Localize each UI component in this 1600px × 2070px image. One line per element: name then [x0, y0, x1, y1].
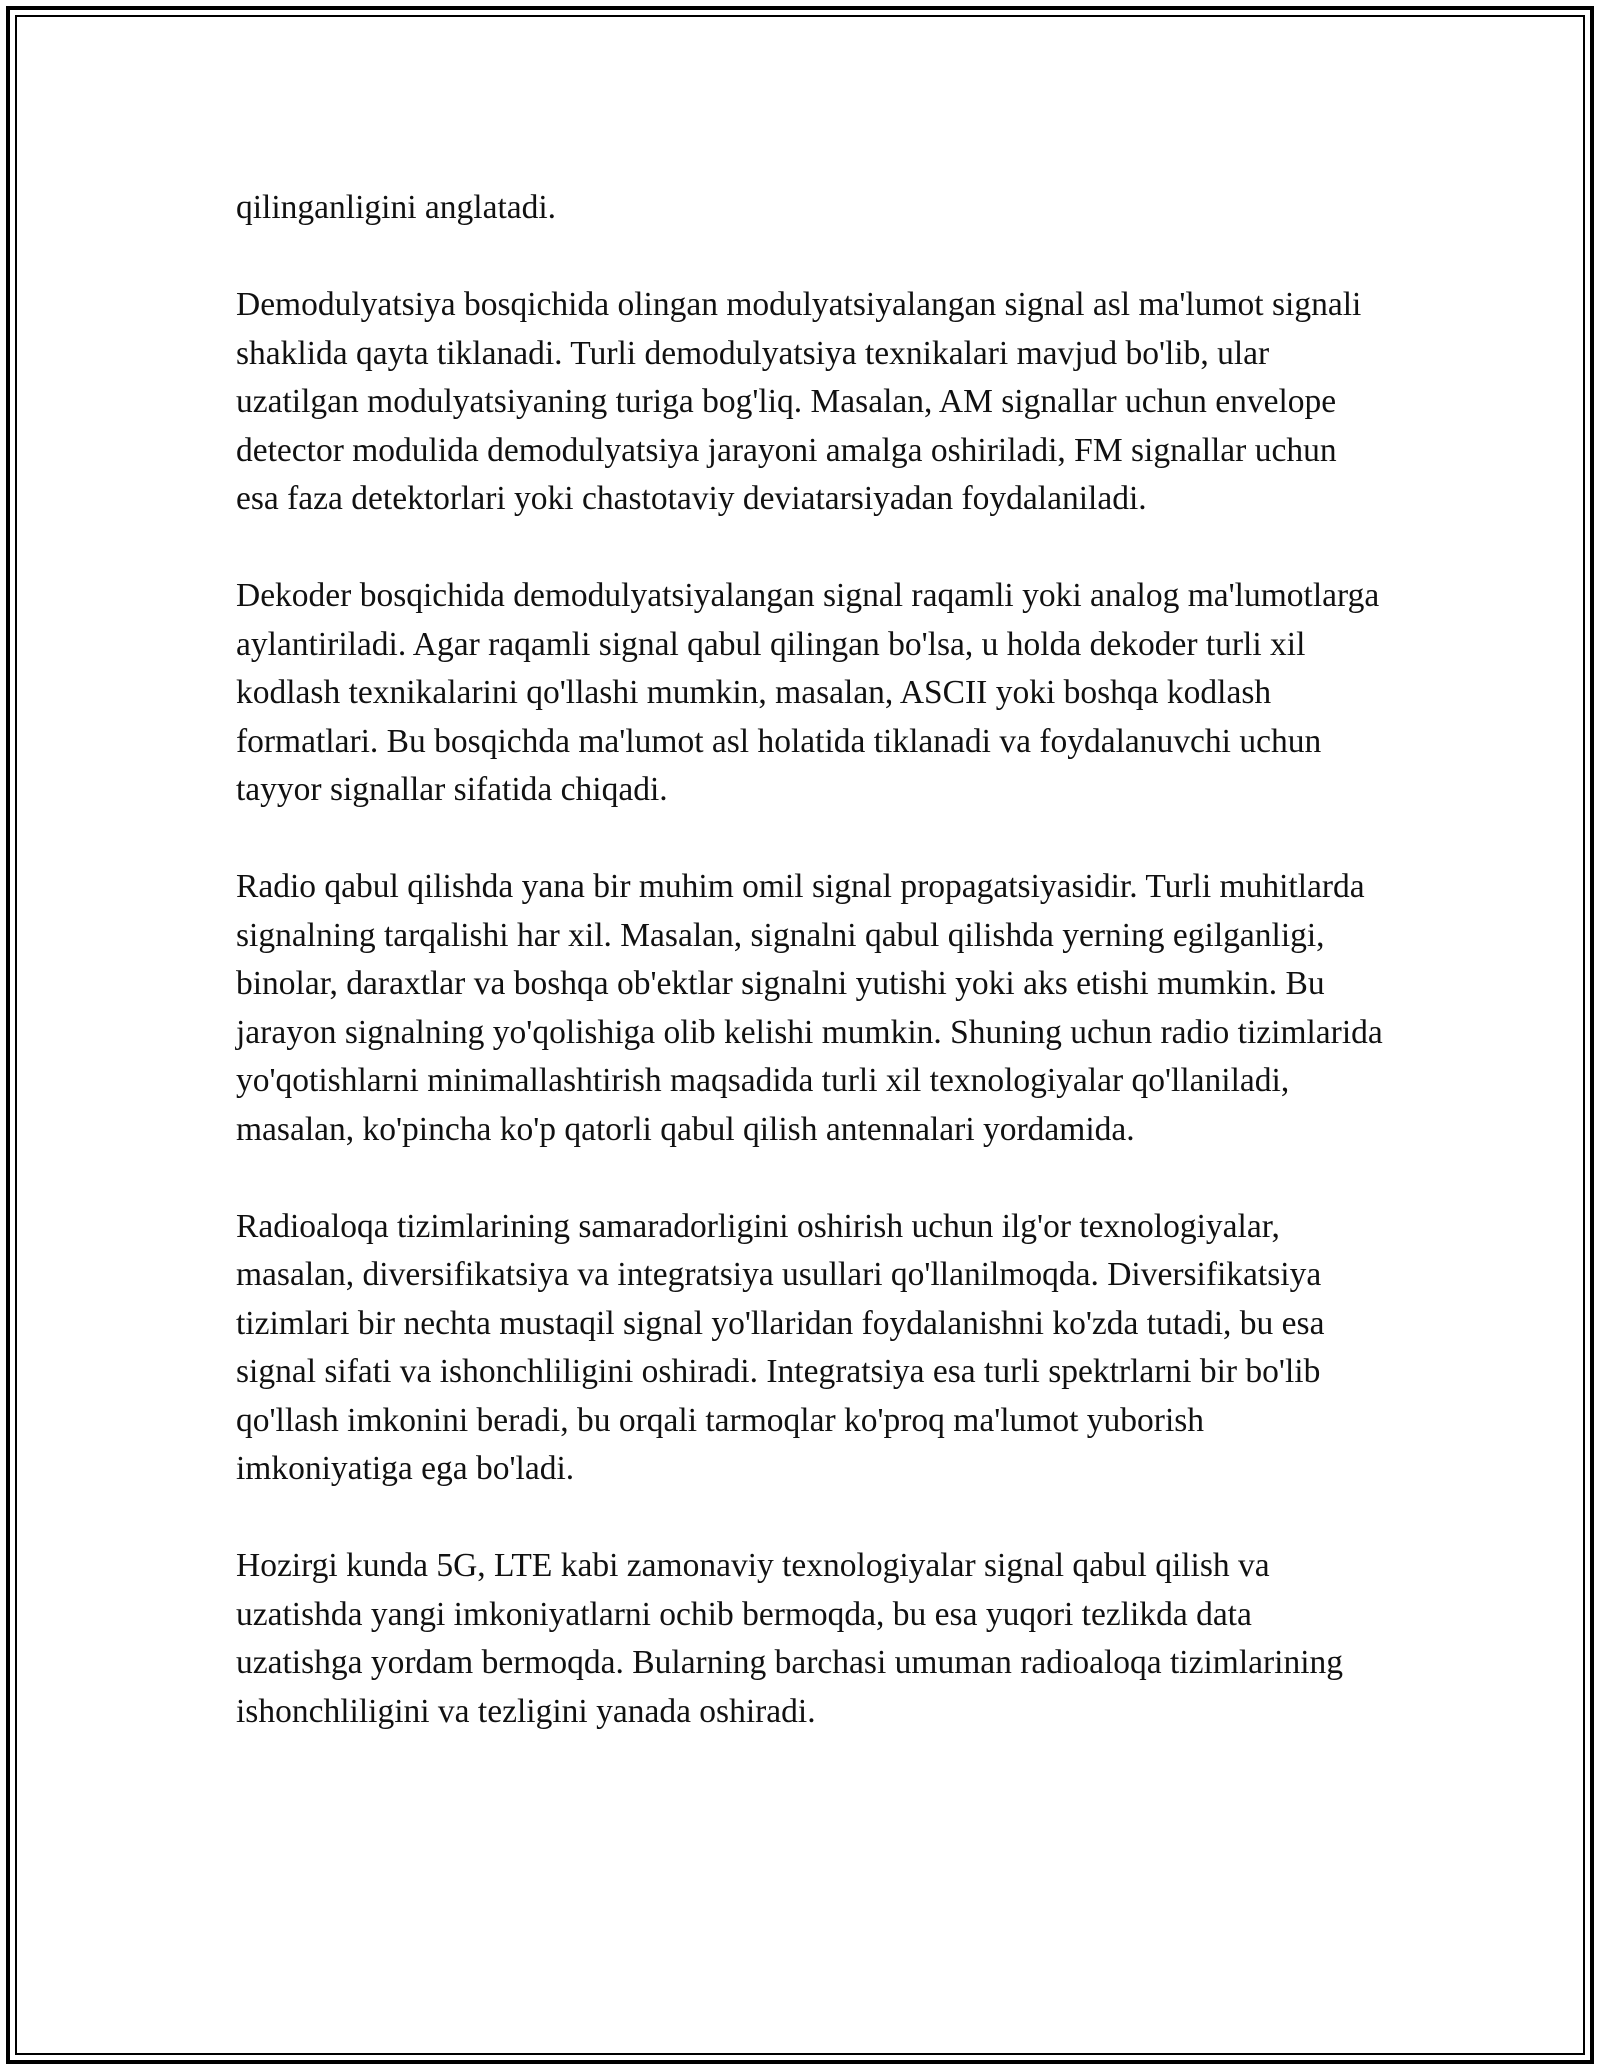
paragraph-demodulation: Demodulyatsiya bosqichida olingan modulyatsiyalangan signal asl ma'lumot signali shaklida qayta tiklanadi. Turli demodulyatsiya texnikalari mavjud bo'lib, ular uzatilgan modulyatsiyaning turiga bog'liq. Masalan, AM signallar uchun envelope detector modulida demodulyatsiya jarayoni amalga oshiriladi, FM signallar uchun esa faza detektorlari yoki chastotaviy deviatarsiyadan foydalaniladi.	[236, 286, 1362, 517]
paragraph-diversification: Radioaloqa tizimlarining samaradorligini oshirish uchun ilg'or texnologiyalar, masalan, diversifikatsiya va integratsiya usullari qo'llanilmoqda. Diversifikatsiya tizimlari bir nechta mustaqil signal yo'llaridan foydalanishni ko'zda tutadi, bu esa signal sifati va ishonchliligini oshiradi. Integratsiya esa turli spektrlarni bir bo'lib qo'llash imkonini beradi, bu orqali tarmoqlar ko'proq ma'lumot yuborish imkoniyatiga ega bo'ladi.	[236, 1207, 1325, 1487]
paragraph-propagation: Radio qabul qilishda yana bir muhim omil signal propagatsiyasidir. Turli muhitlarda signalning tarqalishi har xil. Masalan, signalni qabul qilishda yerning egilganligi, binolar, daraxtlar va boshqa ob'ektlar signalni yutishi yoki aks etishi mumkin. Bu jarayon signalning yo'qolishiga olib kelishi mumkin. Shuning uchun radio tizimlarida yo'qotishlarni minimallashtirish maqsadida turli xil texnologiyalar qo'llaniladi, masalan, ko'pincha ko'p qatorli qabul qilish antennalari yordamida.	[236, 868, 1383, 1148]
document-body	[236, 184, 1386, 1736]
paragraph-continuation: qilinganligini anglatadi.	[236, 189, 557, 226]
paragraph-decoder: Dekoder bosqichida demodulyatsiyalangan signal raqamli yoki analog ma'lumotlarga aylantiriladi. Agar raqamli signal qabul qilingan bo'lsa, u holda dekoder turli xil kodlash texnikalarini qo'llashi mumkin, masalan, ASCII yoki boshqa kodlash formatlari. Bu bosqichda ma'lumot asl holatida tiklanadi va foydalanuvchi uchun tayyor signallar sifatida chiqadi.	[236, 577, 1380, 808]
paragraph-modern-tech: Hozirgi kunda 5G, LTE kabi zamonaviy texnologiyalar signal qabul qilish va uzatishda yangi imkoniyatlarni ochib bermoqda, bu esa yuqori tezlikda data uzatishga yordam bermoqda. Bularning barchasi umuman radioaloqa tizimlarining ishonchliligini va tezligini yanada oshiradi.	[236, 1547, 1344, 1730]
